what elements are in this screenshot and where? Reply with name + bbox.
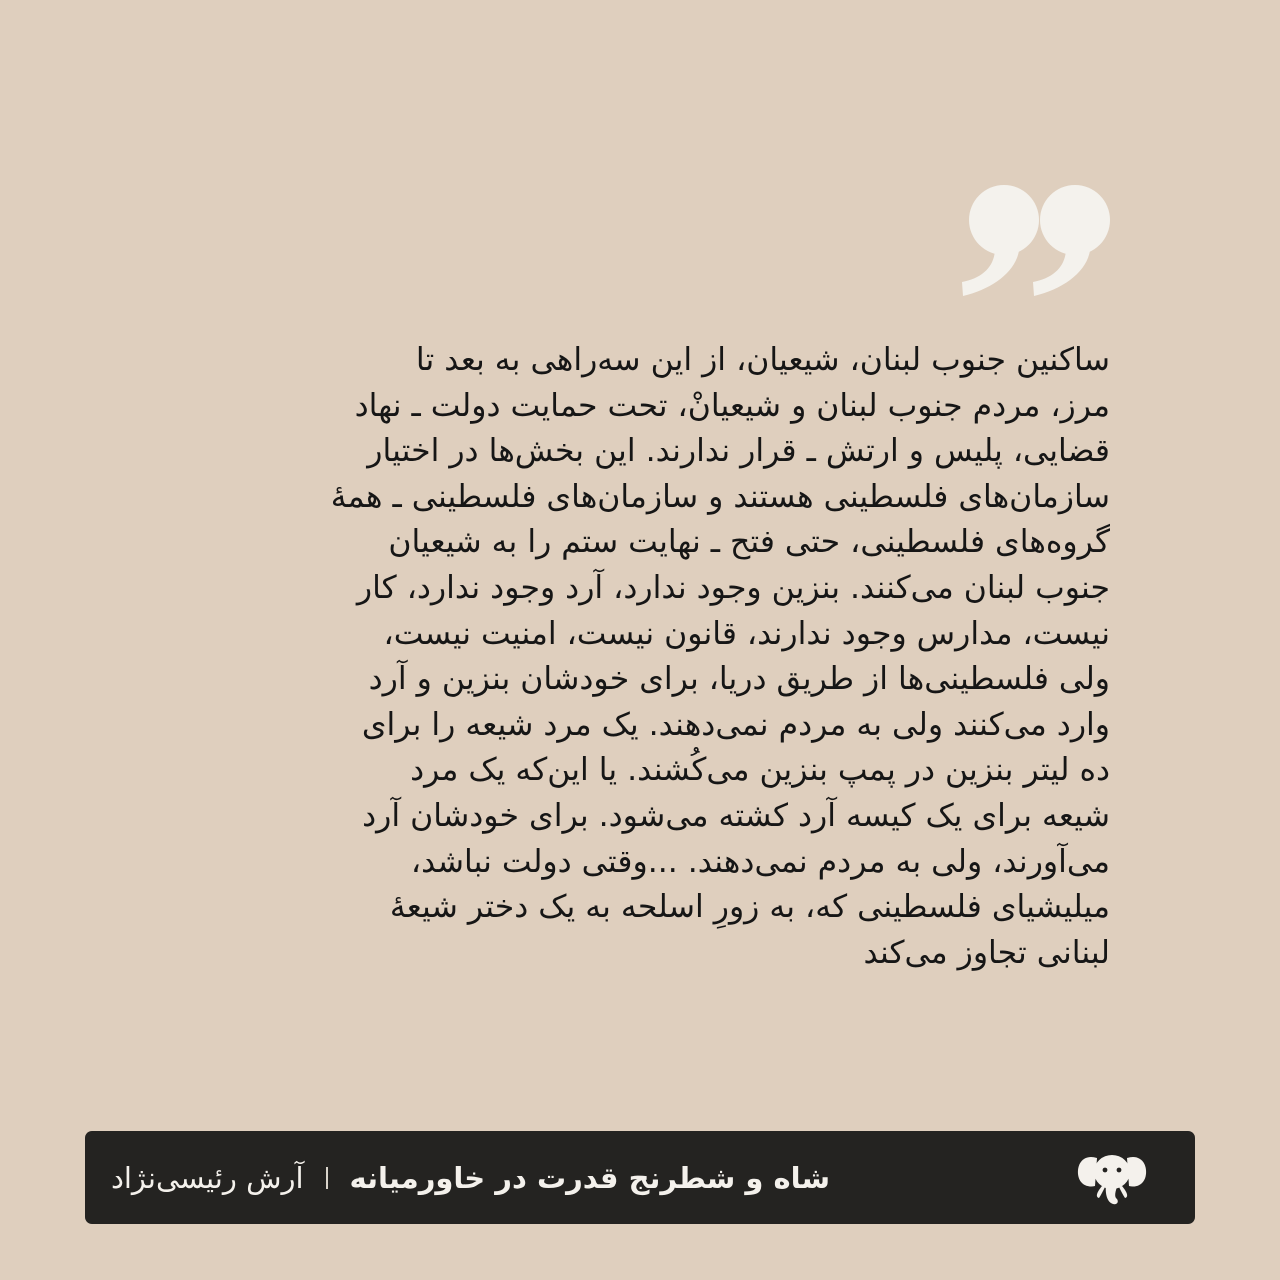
quote-text xyxy=(150,338,1110,976)
quote-line: مرز، مردم جنوب لبنان و شیعیانْ، تحت حمایت دولت ـ نهاد xyxy=(354,387,1110,424)
quote-line: لبنانی تجاوز می‌کند xyxy=(863,934,1110,971)
quote-line: ساکنین جنوب لبنان، شیعیان، از این سه‌راهی به بعد تا xyxy=(415,342,1110,378)
elephant-logo-icon xyxy=(1077,1150,1147,1206)
quote-line: شیعه برای یک کیسه آرد کشته می‌شود. برای خودشان آرد xyxy=(362,797,1110,834)
quote-line: گروه‌های فلسطینی، حتی فتح ـ نهایت ستم را به شیعیان xyxy=(388,524,1110,561)
book-title: شاه و شطرنج قدرت در خاورمیانه xyxy=(349,1160,830,1195)
quote-line: ولی فلسطینی‌ها از طریق دریا، برای خودشان بنزین و آرد xyxy=(368,661,1110,698)
footer-divider xyxy=(326,1167,328,1189)
closing-quote-icon xyxy=(962,184,1114,296)
quote-line: سازمان‌های فلسطینی هستند و سازمان‌های فلسطینی ـ همهٔ xyxy=(330,478,1110,515)
quote-line: وارد می‌کنند ولی به مردم نمی‌دهند. یک مرد شیعه را برای xyxy=(361,706,1110,743)
quote-line: ده لیتر بنزین در پمپ بنزین می‌کُشند. یا این‌که یک مرد xyxy=(410,752,1110,789)
quote-line: میلیشیای فلسطینی که، به زورِ اسلحه به یک دختر شیعهٔ xyxy=(389,889,1110,926)
quote-line: می‌آورند، ولی به مردم نمی‌دهند. ...وقتی دولت نباشد، xyxy=(410,843,1110,880)
quote-line: جنوب لبنان می‌کنند. بنزین وجود ندارد، آرد وجود ندارد، کار xyxy=(356,569,1110,606)
quote-line: قضایی، پلیس و ارتش ـ قرار ندارند. این بخش‌ها در اختیار xyxy=(367,433,1110,470)
footer-bar xyxy=(85,1131,1195,1224)
author-name: آرش رئیسی‌نژاد xyxy=(110,1160,304,1195)
footer-caption xyxy=(111,1131,830,1224)
quote-line: نیست، مدارس وجود ندارند، قانون نیست، امنیت نیست، xyxy=(383,615,1110,652)
